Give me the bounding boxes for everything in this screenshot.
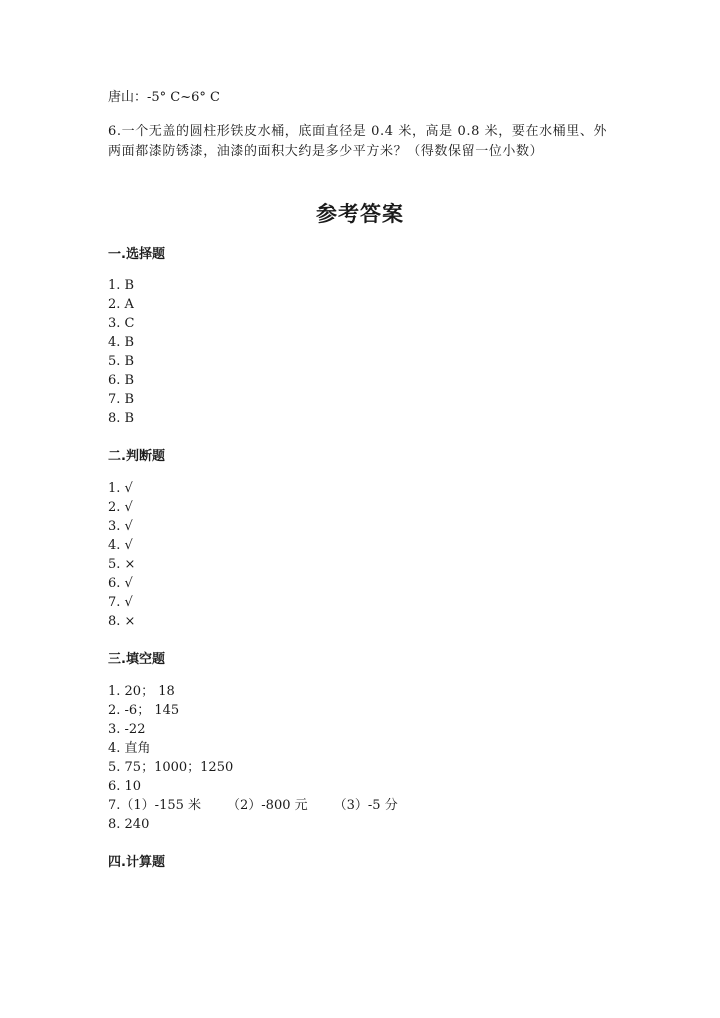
fill-blank-answers-list bbox=[108, 682, 398, 834]
judgement-answers-list bbox=[108, 479, 135, 631]
list-item: 7. B bbox=[108, 392, 135, 407]
tangshan-temperature-line: 唐山：-5° C~6° C bbox=[108, 90, 220, 105]
section-heading-fill-blank: 三.填空题 bbox=[108, 652, 165, 667]
item-7-part-2: （2）-800 元 bbox=[227, 798, 308, 813]
list-item: 2. A bbox=[108, 297, 134, 312]
list-item: 8. 240 bbox=[108, 817, 150, 832]
list-item: 2. -6； 145 bbox=[108, 703, 180, 718]
list-item: 8. B bbox=[108, 411, 135, 426]
list-item: 1. B bbox=[108, 278, 135, 293]
question-6: 6.一个无盖的圆柱形铁皮水桶，底面直径是 0.4 米，高是 0.8 米，要在水桶里、外两面都漆防锈漆，油漆的面积大约是多少平方米？（得数保留一位小数） bbox=[108, 124, 608, 159]
list-item: 6. √ bbox=[108, 576, 133, 591]
list-item: 7. √ bbox=[108, 595, 133, 610]
list-item: 4. √ bbox=[108, 538, 133, 553]
list-item: 6. B bbox=[108, 373, 135, 388]
list-item: 6. 10 bbox=[108, 779, 142, 794]
answers-title: 参考答案 bbox=[316, 202, 404, 226]
list-item: 5. 75；1000；1250 bbox=[108, 760, 234, 775]
list-item: 3. √ bbox=[108, 519, 133, 534]
choice-answers-list bbox=[108, 276, 134, 428]
section-heading-judgement: 二.判断题 bbox=[108, 449, 165, 464]
list-item: 1. √ bbox=[108, 481, 133, 496]
list-item: 8. × bbox=[108, 614, 136, 629]
list-item: 4. 直角 bbox=[108, 741, 151, 756]
list-item: 5. × bbox=[108, 557, 136, 572]
list-item-7 bbox=[108, 796, 398, 815]
section-heading-calculation: 四.计算题 bbox=[108, 855, 165, 870]
list-item: 5. B bbox=[108, 354, 135, 369]
item-7-prefix: 7. bbox=[108, 798, 121, 813]
list-item: 4. B bbox=[108, 335, 135, 350]
list-item: 3. -22 bbox=[108, 722, 146, 737]
list-item: 2. √ bbox=[108, 500, 133, 515]
list-item: 1. 20； 18 bbox=[108, 684, 175, 699]
list-item: 3. C bbox=[108, 316, 135, 331]
section-heading-choice: 一.选择题 bbox=[108, 247, 165, 262]
item-7-part-1: （1）-155 米 bbox=[120, 798, 202, 813]
item-7-part-3: （3）-5 分 bbox=[333, 798, 398, 813]
